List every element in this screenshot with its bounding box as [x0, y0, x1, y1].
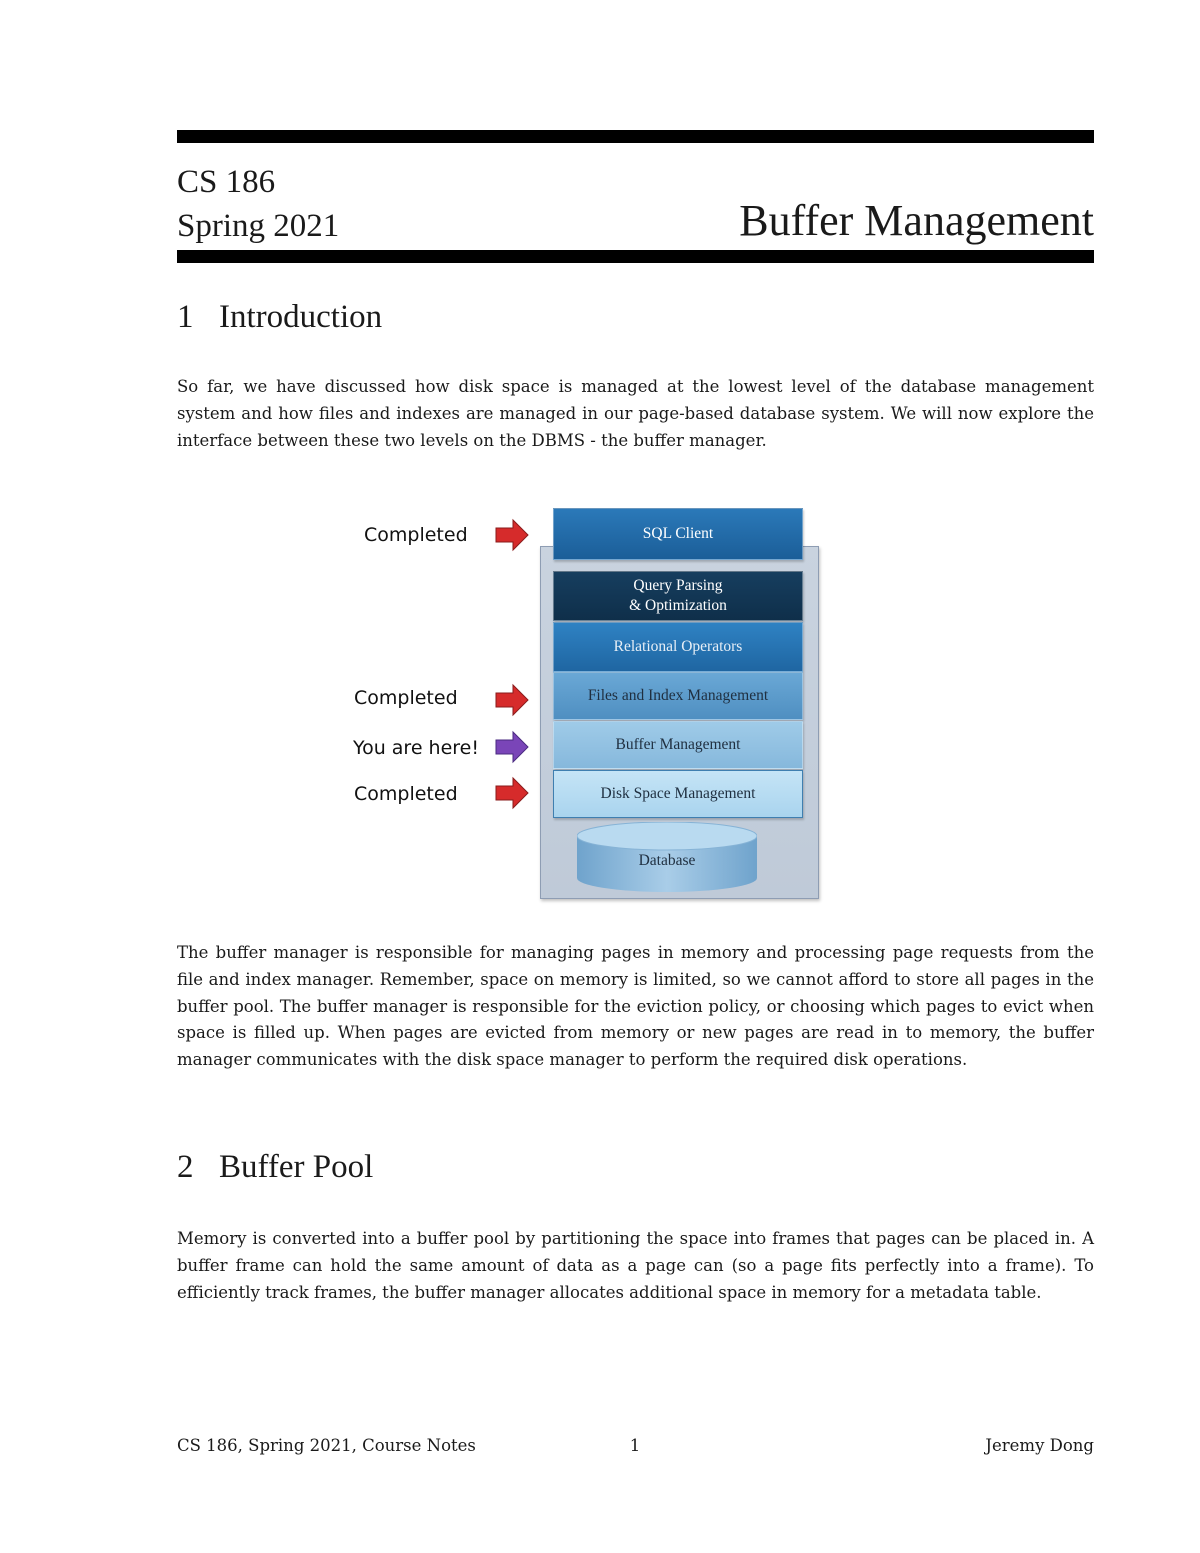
status-label-files-index: Completed [354, 687, 458, 709]
completed-arrow-icon [495, 518, 529, 552]
layer-relational-operators: Relational Operators [553, 622, 803, 672]
section-heading-introduction [177, 298, 382, 336]
section-heading-buffer-pool [177, 1148, 373, 1186]
footer-author: Jeremy Dong [985, 1436, 1094, 1455]
layer-sql-client: SQL Client [553, 508, 803, 560]
course-name: CS 186 [177, 164, 276, 200]
layer-query-parsing [553, 571, 803, 621]
footer-page-number: 1 [629, 1436, 641, 1455]
buffer-pool-paragraph-1: Memory is converted into a buffer pool by partitioning the space into frames that pages can be placed in. A buffer frame can hold the same amount of data as a page can (so a page fits perfectly into a frame). To efficiently track frames, the buffer manager allocates additional space in memory for a metadata table. [177, 1229, 1094, 1302]
section-title: Introduction [219, 299, 383, 335]
document-title: Buffer Management [739, 196, 1094, 245]
status-label-sql-client: Completed [364, 524, 468, 546]
status-label-disk-space: Completed [354, 783, 458, 805]
course-term: Spring 2021 [177, 208, 340, 244]
header-rule-bottom [177, 250, 1094, 263]
layer-files-index: Files and Index Management [553, 672, 803, 720]
layer-disk-space: Disk Space Management [553, 770, 803, 818]
intro-paragraph-1: So far, we have discussed how disk space is managed at the lowest level of the database management system and how files and indexes are managed in our page-based database system. We will now explore the interface between these two levels on the DBMS - the buffer manager. [177, 377, 1094, 450]
intro-paragraph-2: The buffer manager is responsible for managing pages in memory and processing page requests from the file and index manager. Remember, space on memory is limited, so we cannot afford to store all pages in the buffer pool. The buffer manager is responsible for the eviction policy, or choosing which pages to evict when space is filled up. When pages are evicted from memory or new pages are read in to memory, the buffer manager communicates with the disk space manager to perform the required disk operations. [177, 943, 1094, 1070]
section-number: 2 [177, 1149, 194, 1185]
completed-arrow-icon [495, 776, 529, 810]
current-location-arrow-icon [495, 730, 529, 764]
header-rule-top [177, 130, 1094, 143]
section-title: Buffer Pool [219, 1149, 374, 1185]
status-label-buffer: You are here! [353, 737, 479, 759]
footer-course-notes: CS 186, Spring 2021, Course Notes [177, 1436, 476, 1455]
section-number: 1 [177, 299, 194, 335]
layer-buffer-management: Buffer Management [553, 721, 803, 769]
layer-database: Database [638, 852, 696, 869]
layer-query-parsing-label: Query Parsing & Optimization [629, 577, 727, 614]
dbms-architecture-diagram [340, 500, 840, 910]
completed-arrow-icon [495, 683, 529, 717]
